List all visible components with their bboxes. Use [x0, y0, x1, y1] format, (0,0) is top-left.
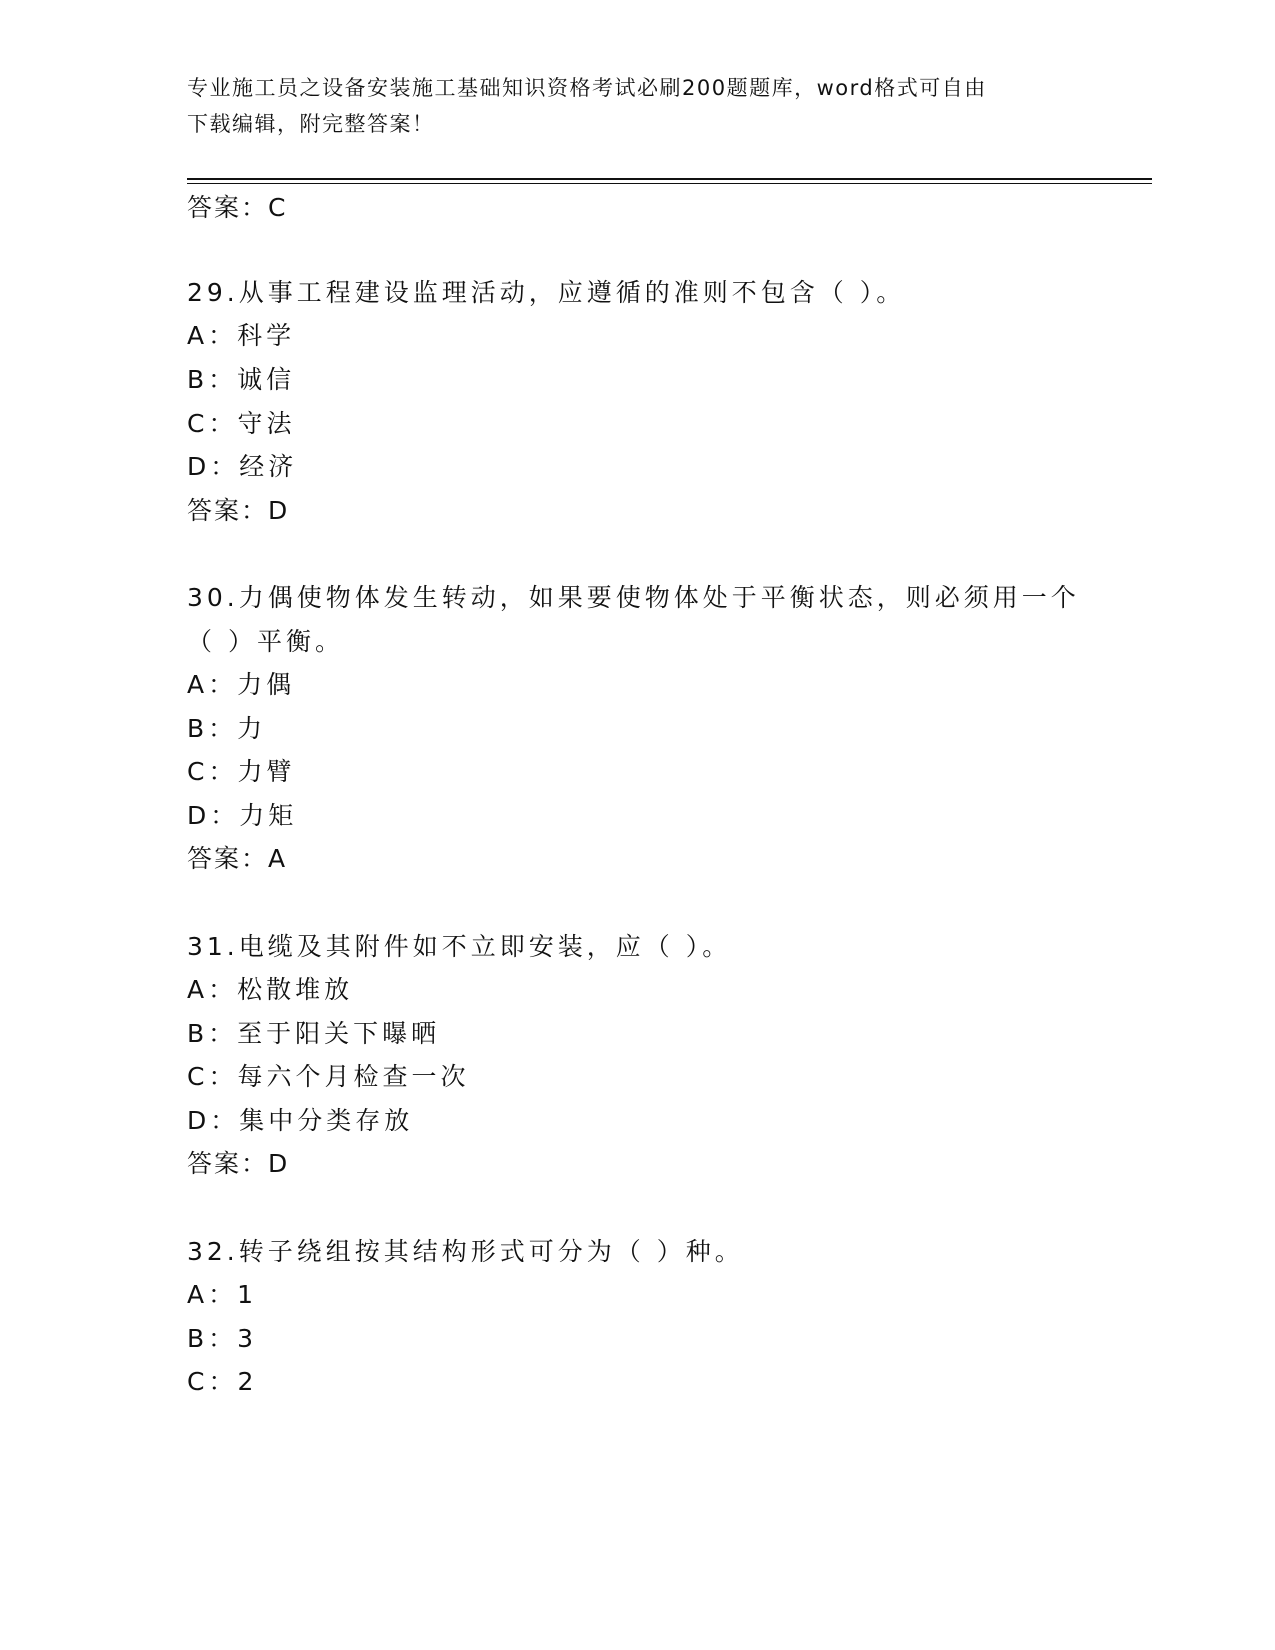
question-30-option-c: C：力臂: [187, 757, 296, 786]
question-30-answer: 答案：A: [187, 844, 288, 873]
question-30-option-d: D：力矩: [187, 801, 298, 830]
question-29-option-c: C：守法: [187, 409, 296, 438]
question-29-answer: 答案：D: [187, 496, 290, 525]
header-line-2: 下载编辑，附完整答案！: [187, 112, 435, 136]
header-rule-thin: [187, 183, 1152, 184]
question-31-answer: 答案：D: [187, 1149, 290, 1178]
question-32-option-b: B：3: [187, 1324, 258, 1353]
question-29-stem: 29.从事工程建设监理活动，应遵循的准则不包含（ ）。: [187, 278, 906, 307]
document-header: [187, 70, 1087, 142]
question-29-option-b: B：诚信: [187, 365, 296, 394]
question-30-option-a: A：力偶: [187, 670, 296, 699]
question-32-stem: 32.转子绕组按其结构形式可分为（ ）种。: [187, 1237, 744, 1266]
question-32-option-a: A：1: [187, 1280, 258, 1309]
header-line-1: 专业施工员之设备安装施工基础知识资格考试必刷200题题库，word格式可自由: [187, 76, 987, 100]
question-29-option-a: A：科学: [187, 321, 296, 350]
question-29-option-d: D：经济: [187, 452, 298, 481]
question-30-stem-line-2: （ ）平衡。: [187, 627, 344, 656]
question-30-stem-line-1: 30.力偶使物体发生转动，如果要使物体处于平衡状态，则必须用一个: [187, 583, 1080, 612]
question-31-stem: 31.电缆及其附件如不立即安装，应（ ）。: [187, 932, 732, 961]
question-31-option-d: D：集中分类存放: [187, 1106, 414, 1135]
question-31-option-b: B：至于阳关下曝晒: [187, 1019, 441, 1048]
question-31-option-c: C：每六个月检查一次: [187, 1062, 470, 1091]
question-30-option-b: B：力: [187, 714, 267, 743]
question-32-option-c: C：2: [187, 1367, 258, 1396]
previous-answer: 答案：C: [187, 193, 288, 222]
question-31-option-a: A：松散堆放: [187, 975, 354, 1004]
header-rule-thick: [187, 178, 1152, 180]
